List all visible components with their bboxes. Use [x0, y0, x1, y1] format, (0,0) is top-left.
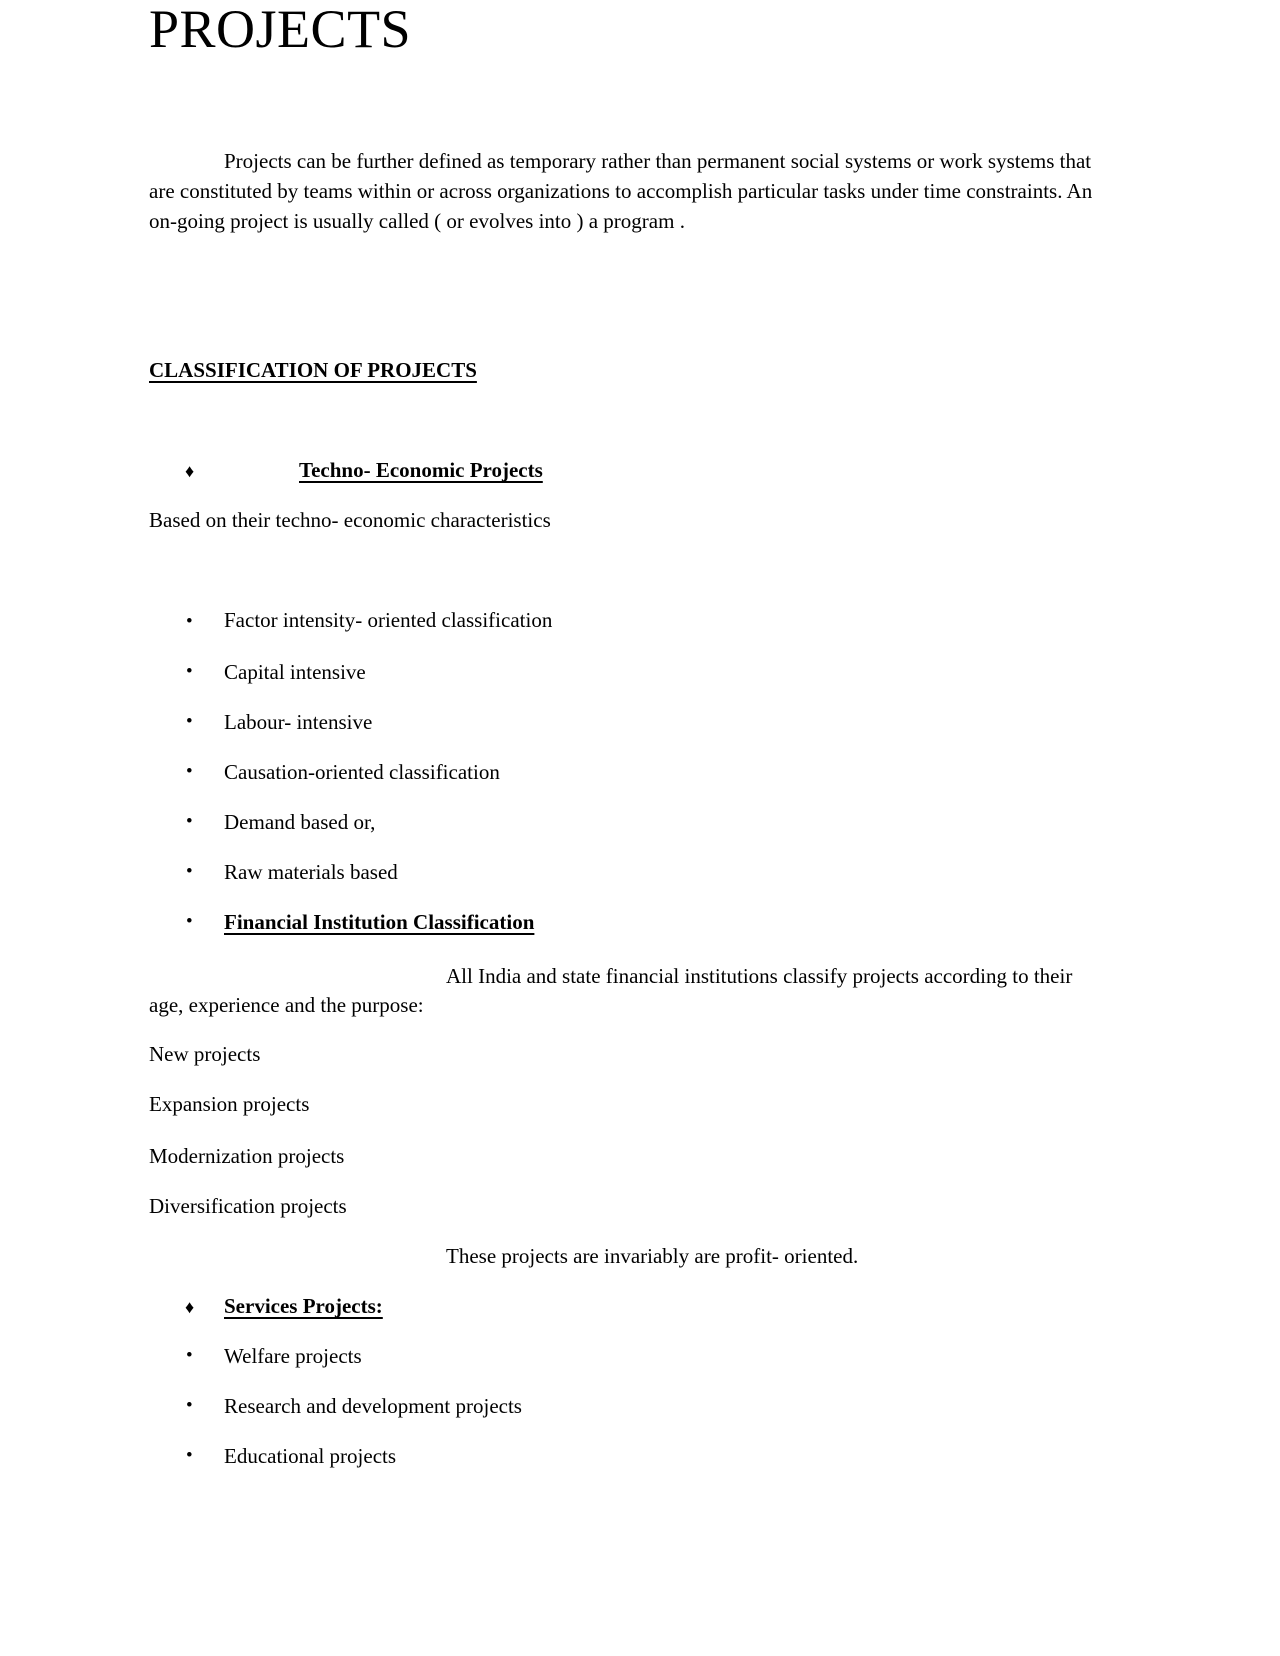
bullet-icon: •	[186, 861, 193, 882]
services-heading: Services Projects:	[224, 1294, 383, 1318]
list-item: Raw materials based	[224, 860, 398, 884]
list-item: Capital intensive	[224, 660, 366, 684]
bullet-icon: •	[186, 711, 193, 732]
page-title: PROJECTS	[149, 0, 412, 59]
list-item: New projects	[149, 1042, 261, 1066]
list-item: Modernization projects	[149, 1144, 345, 1168]
list-item: Demand based or,	[224, 810, 376, 834]
list-item: Labour- intensive	[224, 710, 373, 734]
intro-paragraph: Projects can be further defined as temporary rather than permanent social systems or work systems that are constituted by teams within or across organizations to accomplish particular tasks under time constraints. An on-going project is usually called ( or evolves into ) a program .	[149, 149, 1093, 233]
closing-note: These projects are invariably are profit- oriented.	[446, 1244, 859, 1268]
list-item: Diversification projects	[149, 1194, 347, 1218]
techno-economic-description: Based on their techno- economic characteristics	[149, 508, 551, 532]
list-item: Factor intensity- oriented classification	[224, 608, 553, 632]
bullet-icon: •	[186, 1345, 193, 1366]
diamond-bullet-icon: ♦	[185, 461, 195, 481]
list-item: Causation-oriented classification	[224, 760, 500, 784]
bullet-icon: •	[186, 1395, 193, 1416]
bullet-icon: •	[186, 761, 193, 782]
bullet-icon: •	[186, 911, 193, 932]
bullet-icon: •	[186, 661, 193, 682]
classification-heading: CLASSIFICATION OF PROJECTS	[149, 358, 477, 382]
list-item: Educational projects	[224, 1444, 397, 1468]
bullet-icon: •	[186, 611, 193, 632]
financial-institution-paragraph: All India and state financial institutions classify projects according to their age, experience and the purpose:	[149, 964, 1073, 1017]
list-item: Welfare projects	[224, 1344, 362, 1368]
techno-economic-heading: Techno- Economic Projects	[299, 458, 543, 482]
list-item: Expansion projects	[149, 1092, 310, 1116]
list-item: Research and development projects	[224, 1394, 522, 1418]
bullet-icon: •	[186, 1445, 193, 1466]
financial-institution-heading: Financial Institution Classification	[224, 910, 535, 934]
diamond-bullet-icon: ♦	[185, 1297, 195, 1317]
bullet-icon: •	[186, 811, 193, 832]
